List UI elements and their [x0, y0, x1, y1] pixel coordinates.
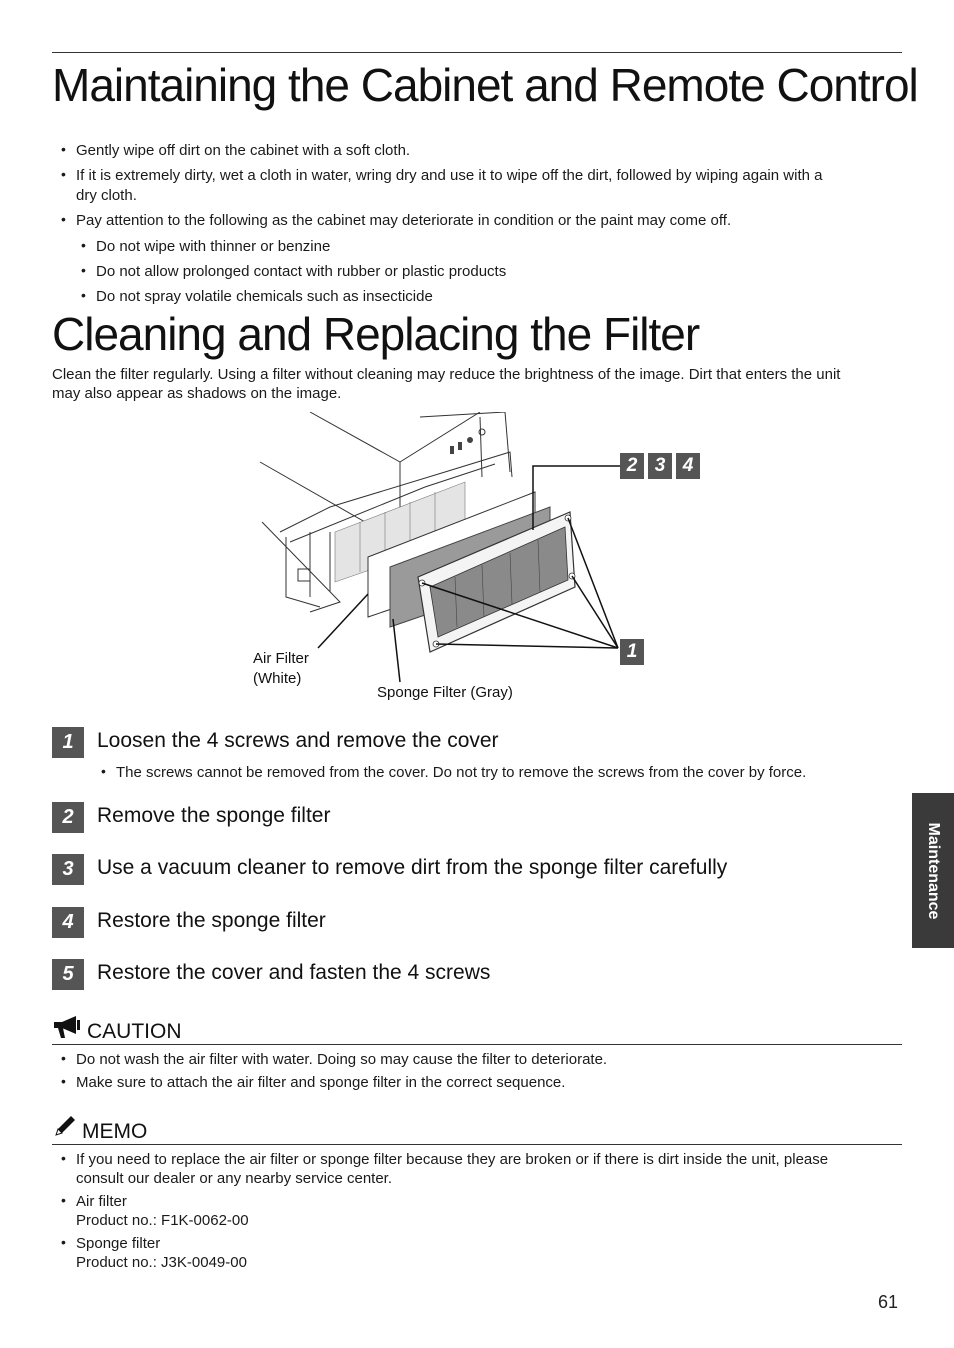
pencil-icon — [52, 1113, 78, 1139]
bullet-dot: • — [61, 1073, 66, 1089]
intro-line: may also appear as shadows on the image. — [52, 385, 342, 402]
sponge-filter-label: Sponge Filter (Gray) — [377, 684, 513, 701]
memo-title: MEMO — [82, 1120, 148, 1143]
side-tab-label: Maintenance — [925, 822, 942, 919]
product-number: Product no.: J3K-0049-00 — [76, 1254, 247, 1271]
memo-item-3 — [61, 1234, 247, 1272]
step-1-number: 1 — [52, 727, 84, 758]
bullet-dot: • — [61, 1234, 66, 1250]
cabinet-sub-bullet-1 — [81, 237, 331, 256]
bullet-text: The screws cannot be removed from the cover. Do not try to remove the screws from the cover by force. — [116, 764, 807, 781]
cabinet-sub-bullet-2 — [81, 262, 507, 281]
step-2-number: 2 — [52, 802, 84, 833]
bullet-dot: • — [61, 166, 66, 182]
step-4-text: Restore the sponge filter — [97, 909, 326, 932]
step-5-text: Restore the cover and fasten the 4 screws — [97, 961, 491, 984]
filter-intro — [52, 365, 912, 403]
bullet-text: Make sure to attach the air filter and sponge filter in the correct sequence. — [76, 1074, 566, 1091]
memo-item-1 — [61, 1150, 829, 1188]
bullet-text: Do not wipe with thinner or benzine — [96, 238, 331, 255]
bullet-dot: • — [81, 237, 86, 253]
memo-item-2 — [61, 1192, 249, 1230]
bullet-text: If it is extremely dirty, wet a cloth in water, wring dry and use it to wipe off the dirt, followed by wiping again with a — [76, 167, 823, 184]
step-5-number: 5 — [52, 959, 84, 990]
cabinet-bullet-2 — [61, 166, 823, 185]
cabinet-bullet-2-cont — [76, 186, 137, 205]
bullet-text: Pay attention to the following as the cabinet may deteriorate in condition or the paint may come off. — [76, 212, 732, 229]
step-1-text: Loosen the 4 screws and remove the cover — [97, 729, 499, 752]
bullet-text: consult our dealer or any nearby service center. — [76, 1170, 393, 1187]
bullet-text: Do not allow prolonged contact with rubber or plastic products — [96, 263, 507, 280]
section-title-cabinet: Maintaining the Cabinet and Remote Control — [52, 59, 918, 111]
step-3-text: Use a vacuum cleaner to remove dirt from the sponge filter carefully — [97, 856, 728, 879]
bullet-dot: • — [61, 141, 66, 157]
air-filter-label-line1: Air Filter — [253, 650, 309, 667]
cabinet-bullet-3 — [61, 211, 732, 230]
bullet-dot: • — [81, 287, 86, 303]
top-rule — [52, 52, 902, 53]
memo-rule — [52, 1144, 902, 1145]
callout-3: 3 — [648, 453, 672, 479]
air-filter-label — [253, 649, 309, 689]
bullet-dot: • — [61, 1150, 66, 1166]
section-title-filter: Cleaning and Replacing the Filter — [52, 308, 700, 360]
product-number: Product no.: F1K-0062-00 — [76, 1212, 249, 1229]
step-2-text: Remove the sponge filter — [97, 804, 331, 827]
step-1-note — [101, 763, 807, 782]
cabinet-sub-bullet-3 — [81, 287, 433, 306]
megaphone-icon — [52, 1014, 82, 1040]
bullet-dot: • — [81, 262, 86, 278]
page-number: 61 — [878, 1292, 899, 1312]
caution-item-2 — [61, 1073, 566, 1092]
bullet-dot: • — [101, 763, 106, 779]
bullet-text: Sponge filter — [76, 1235, 161, 1252]
caution-rule — [52, 1044, 902, 1045]
bullet-dot: • — [61, 1192, 66, 1208]
step-3-number: 3 — [52, 854, 84, 885]
intro-line: Clean the filter regularly. Using a filter without cleaning may reduce the brightness of the image. Dirt that enters the unit — [52, 366, 841, 383]
control-buttons-illustration — [450, 429, 485, 454]
bullet-text: If you need to replace the air filter or sponge filter because they are broken or if there is dirt inside the unit, please — [76, 1151, 829, 1168]
bullet-text: Air filter — [76, 1193, 127, 1210]
bullet-text: dry cloth. — [76, 187, 137, 204]
bullet-dot: • — [61, 211, 66, 227]
callout-4: 4 — [676, 453, 700, 479]
callout-1: 1 — [620, 639, 644, 665]
bullet-text: Do not wash the air filter with water. Doing so may cause the filter to deteriorate. — [76, 1051, 608, 1068]
bullet-dot: • — [61, 1050, 66, 1066]
callout-2: 2 — [620, 453, 644, 479]
caution-item-1 — [61, 1050, 608, 1069]
maintenance-side-tab[interactable] — [912, 793, 954, 948]
bullet-text: Gently wipe off dirt on the cabinet with a soft cloth. — [76, 142, 411, 159]
cabinet-bullet-1 — [61, 141, 411, 160]
air-filter-label-line2: (White) — [253, 670, 302, 687]
step-4-number: 4 — [52, 907, 84, 938]
bullet-text: Do not spray volatile chemicals such as insecticide — [96, 288, 433, 305]
caution-title: CAUTION — [87, 1020, 182, 1043]
